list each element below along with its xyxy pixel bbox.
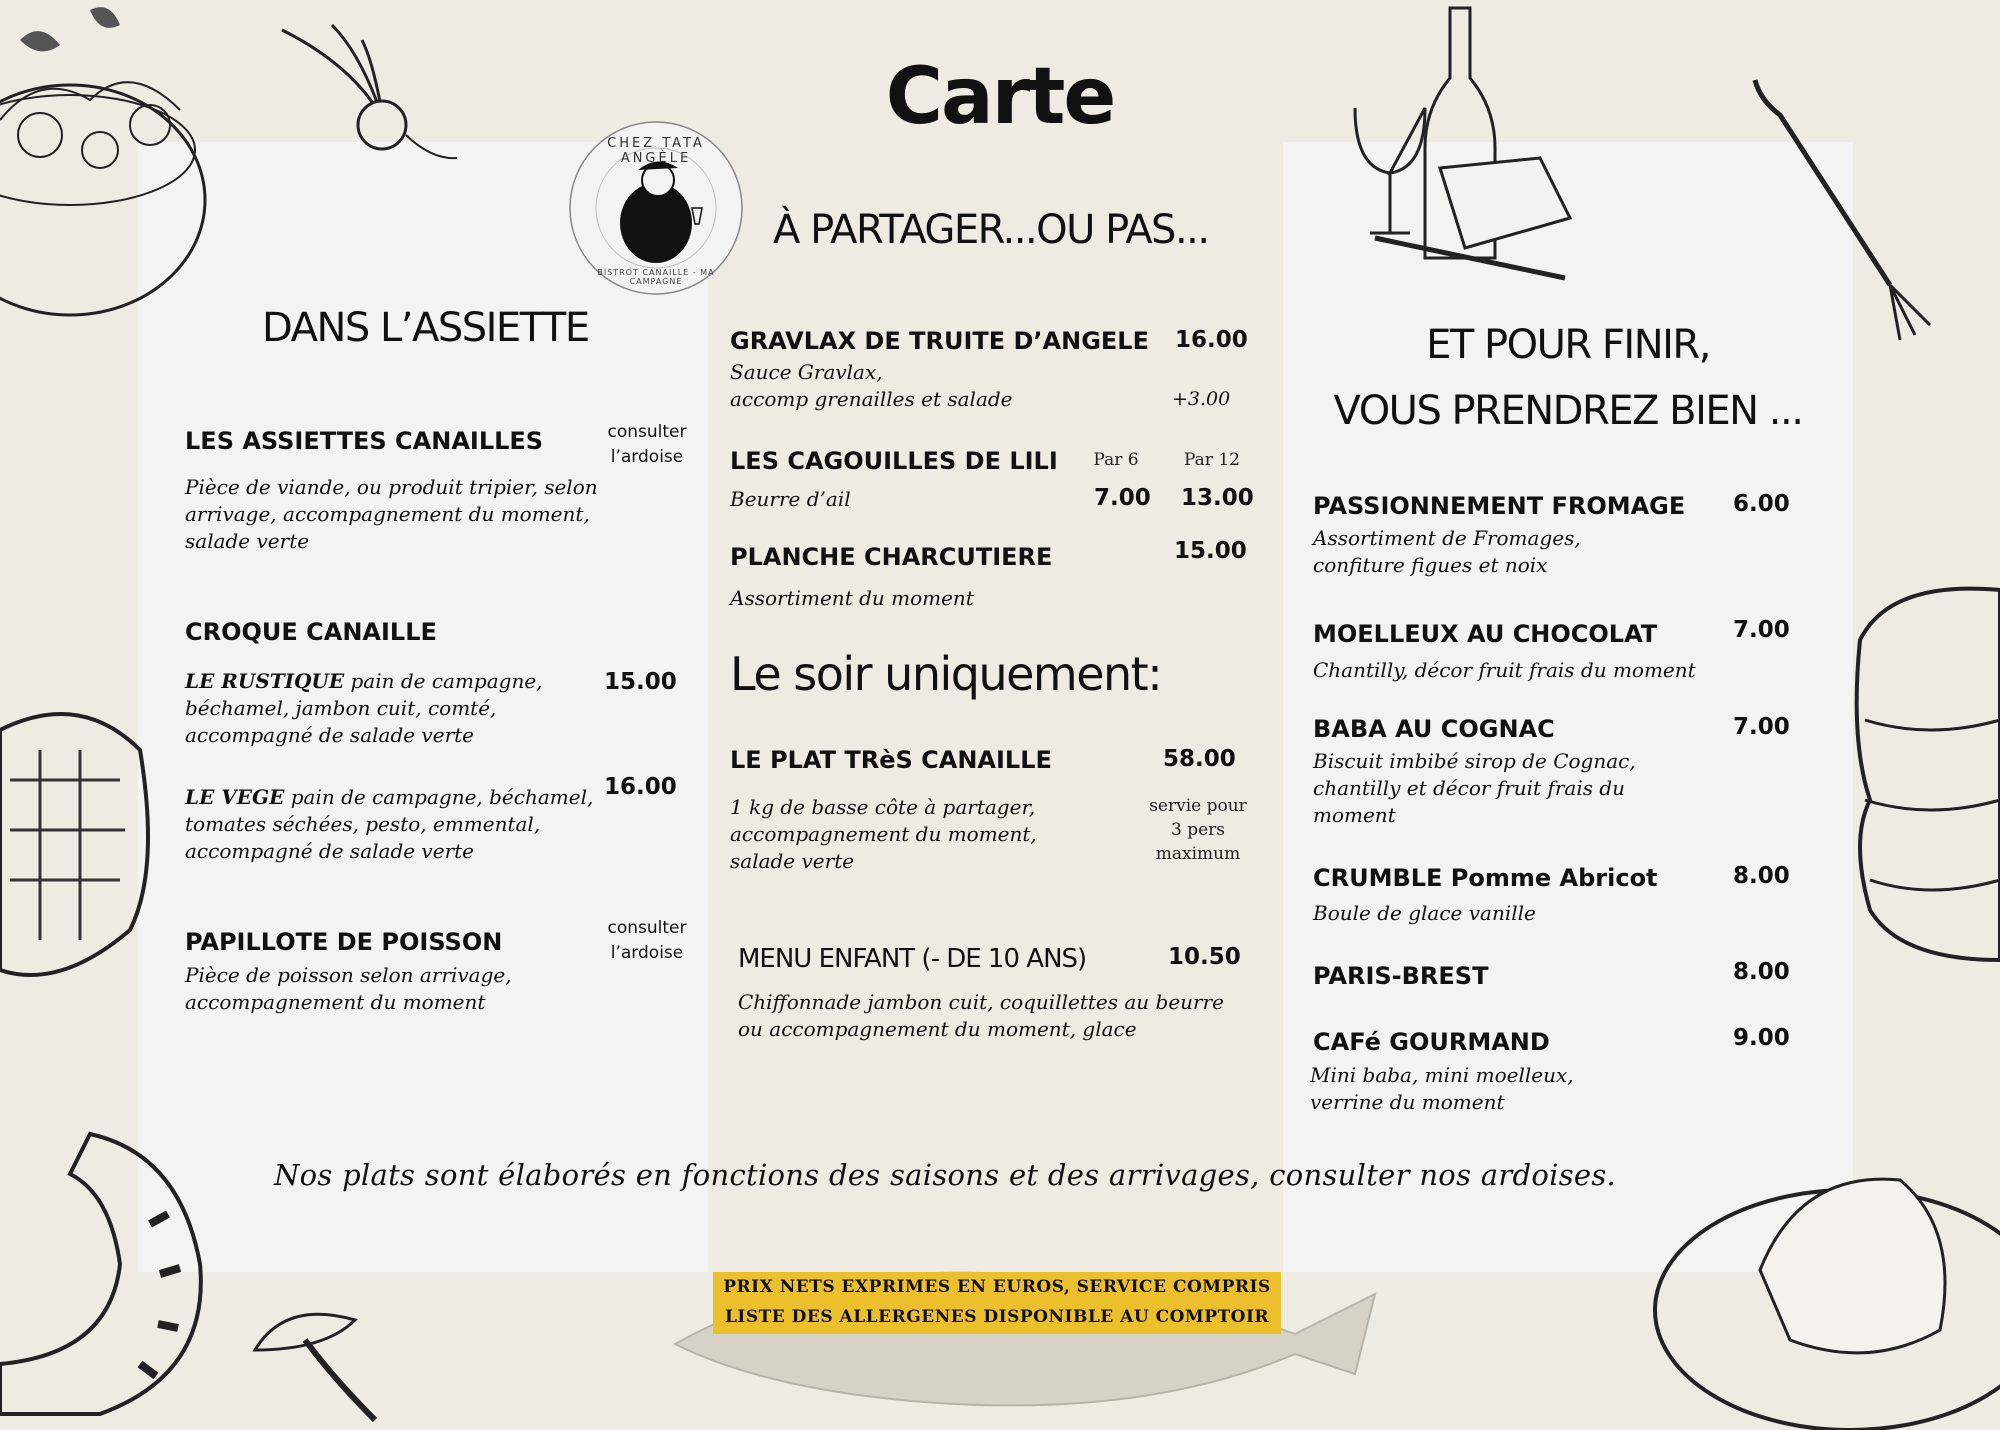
item-description: Assortiment de Fromages, confiture figues et noix [1313,526,1581,577]
notice-line: LISTE DES ALLERGENES DISPONIBLE AU COMPTOIR [724,1307,1270,1327]
item-description: Chiffonnade jambon cuit, coquillettes au beurre ou accompagnement du moment, glace [738,990,1224,1041]
page-title: Carte [885,52,1115,142]
item-price: 15.00 [1174,538,1247,564]
item-description: Pièce de poisson selon arrivage, accompagnement du moment [185,963,512,1014]
item-title: CRUMBLE Pomme Abricot [1313,864,1658,892]
item-price: 13.00 [1181,485,1254,511]
item-price: 16.00 [1175,327,1248,353]
item-price: 6.00 [1733,491,1790,517]
desc-line: accomp grenailles et salade [730,387,1013,411]
item-description: Biscuit imbibé sirop de Cognac, chantilly et décor fruit frais du moment [1313,749,1636,827]
note-line: 3 pers [1170,820,1225,840]
item-price: 15.00 [604,669,677,695]
logo-top-text: CHEZ TATA ANGÈLE [607,136,705,166]
item-title: PASSIONNEMENT FROMAGE [1313,492,1686,520]
heading-line: ET POUR FINIR, [1426,322,1710,368]
item-price: 8.00 [1733,863,1790,889]
section-heading-finir [1283,312,1853,444]
item-sub-name: LE VEGE [185,785,285,809]
item-description: Beurre d’ail [730,487,851,511]
item-description: Chantilly, décor fruit frais du moment [1313,658,1696,682]
item-price: 7.00 [1733,617,1790,643]
item-title: PLANCHE CHARCUTIERE [730,543,1053,571]
note-line: maximum [1155,844,1241,864]
salad-bowl-illustration [0,0,220,330]
item-sub-desc: pain de campagne, béchamel, tomates séchées, pesto, emmental, accompagné de salade verte [185,785,594,863]
burger-illustration [1830,580,2000,960]
section-heading-partager: À PARTAGER...OU PAS... [773,207,1209,253]
price-note-line: l’ardoise [610,943,684,963]
item-title: MENU ENFANT (- DE 10 ANS) [738,944,1087,974]
item-description [730,359,1130,413]
item-price: 58.00 [1163,746,1236,772]
item-description: Mini baba, mini moelleux, verrine du moment [1310,1063,1574,1114]
steak-illustration [0,690,150,1010]
item-description [185,784,635,865]
item-price: 9.00 [1733,1025,1790,1051]
price-note-line: consulter [607,422,687,442]
item-title: MOELLEUX AU CHOCOLAT [1313,620,1658,648]
heading-line: VOUS PRENDREZ BIEN ... [1333,388,1803,434]
quantity-label: Par 12 [1184,450,1240,470]
logo-bottom-text: BISTROT CANAILLE - MA CAMPAGNE [597,268,715,286]
item-price: 8.00 [1733,959,1790,985]
section-heading-soir: Le soir uniquement: [730,647,1162,701]
item-serving-note [1128,794,1268,866]
item-title: LES ASSIETTES CANAILLES [185,427,544,455]
restaurant-logo [566,118,746,298]
desc-line: Sauce Gravlax, [730,360,883,384]
item-sub-desc: pain de campagne, béchamel, jambon cuit, comté, accompagné de salade verte [185,669,543,747]
item-title: GRAVLAX DE TRUITE D’ANGELE [730,327,1149,355]
item-description: Pièce de viande, ou produit tripier, selon arrivage, accompagnement du moment, salade verte [185,475,598,553]
item-title: PAPILLOTE DE POISSON [185,928,503,956]
item-title: BABA AU COGNAC [1313,715,1555,743]
item-title: PARIS-BREST [1313,962,1489,990]
item-description: Assortiment du moment [730,586,974,610]
item-extra-price: +3.00 [1172,388,1231,410]
item-description: Boule de glace vanille [1313,901,1536,925]
item-title: CAFé GOURMAND [1313,1028,1550,1056]
mushroom-illustration [245,1300,405,1420]
item-price: 16.00 [604,774,677,800]
footer-note: Nos plats sont élaborés en fonctions des saisons et des arrivages, consulter nos ardoises. [273,1158,1617,1192]
notice-line: PRIX NETS EXPRIMES EN EUROS, SERVICE COMPRIS [723,1277,1271,1297]
item-description: 1 kg de basse côte à partager, accompagnement du moment, salade verte [730,795,1037,873]
price-notice-banner [713,1272,1281,1334]
price-note-line: l’ardoise [610,447,684,467]
note-line: servie pour [1149,796,1247,816]
item-sub-name: LE RUSTIQUE [185,669,345,693]
price-note-line: consulter [607,918,687,938]
item-price: 10.50 [1168,944,1241,970]
item-price: 7.00 [1733,714,1790,740]
item-description [185,668,585,749]
item-price: 7.00 [1094,485,1151,511]
item-title: CROQUE CANAILLE [185,618,437,646]
item-price-note [594,420,700,470]
item-price-note [594,916,700,966]
section-heading-assiette: DANS L’ASSIETTE [262,305,589,351]
item-title: LES CAGOUILLES DE LILI [730,447,1058,475]
item-title: LE PLAT TRèS CANAILLE [730,746,1052,774]
quantity-label: Par 6 [1093,450,1139,470]
